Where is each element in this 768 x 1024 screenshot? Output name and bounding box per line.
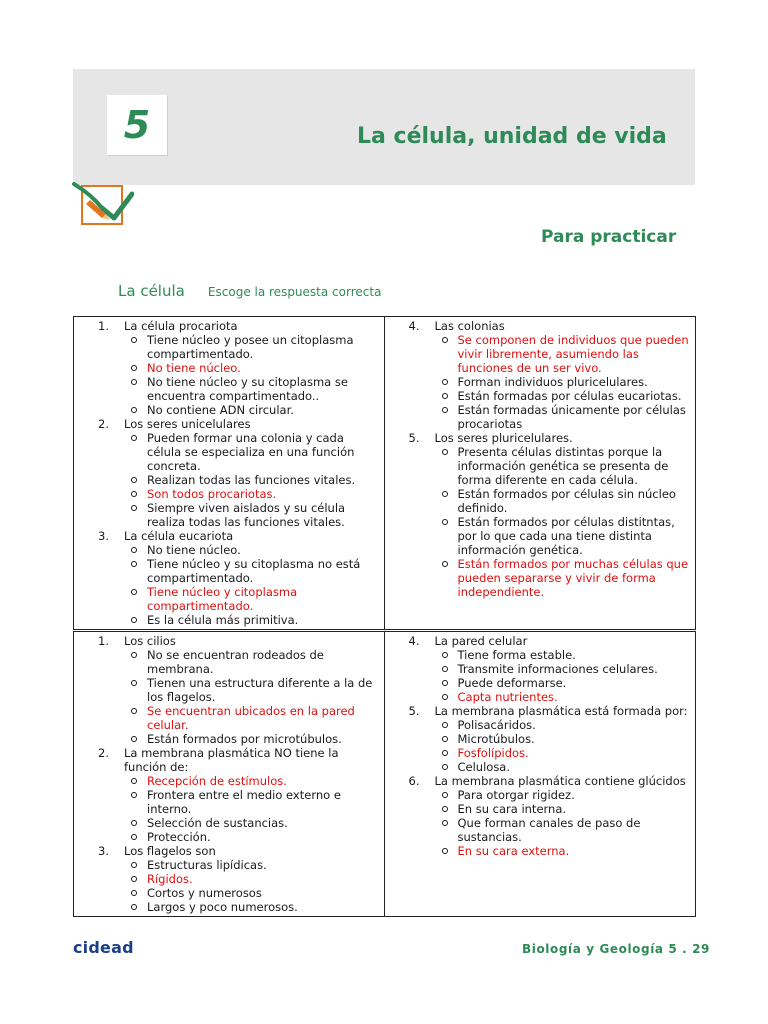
column-left [74, 317, 385, 629]
question-text: Los seres pluricelulares. [434, 431, 573, 445]
answer-option: Tienen una estructura diferente a la de los flagelos. [82, 676, 378, 704]
answer-option: Están formadas por células eucariotas. [393, 389, 690, 403]
question-number: 6. [408, 774, 420, 788]
answer-option: Selección de sustancias. [82, 816, 378, 830]
section-subtitle: Para practicar [541, 227, 677, 247]
answer-option: No tiene núcleo. [82, 543, 378, 557]
question [393, 431, 690, 599]
question-title [393, 319, 690, 333]
answer-option-correct: Son todos procariotas. [82, 487, 378, 501]
answer-option: Están formados por células distitntas, por lo que cada una tiene distinta información genética. [393, 515, 690, 557]
question-text: Los cilios [124, 634, 176, 648]
answer-option: No tiene núcleo y su citoplasma se encuentra compartimentado.. [82, 375, 378, 403]
page-title: La célula, unidad de vida [357, 124, 667, 149]
question-text: La pared celular [434, 634, 528, 648]
question-number: 5. [408, 431, 420, 445]
question-title [82, 319, 378, 333]
heading-text: La célula [118, 282, 185, 300]
question-number: 2. [98, 746, 109, 760]
answer-option: Protección. [82, 830, 378, 844]
answer-option: Están formadas únicamente por células procariotas [393, 403, 690, 431]
column-left [74, 632, 385, 916]
answer-option: No se encuentran rodeados de membrana. [82, 648, 378, 676]
question [82, 634, 378, 746]
answer-option: Microtúbulos. [393, 732, 690, 746]
answer-option: Presenta células distintas porque la información genética se presenta de forma diferente en cada célula. [393, 445, 690, 487]
answer-option: Polisacáridos. [393, 718, 690, 732]
answer-option-correct: En su cara externa. [393, 844, 690, 858]
answer-option-correct: Capta nutrientes. [393, 690, 690, 704]
answer-option: Puede deformarse. [393, 676, 690, 690]
question-table-2 [73, 631, 696, 917]
question [82, 319, 378, 417]
question-table-1 [73, 316, 696, 630]
answer-option: Transmite informaciones celulares. [393, 662, 690, 676]
answer-option: Están formados por células sin núcleo definido. [393, 487, 690, 515]
answer-option: Tiene núcleo y posee un citoplasma compartimentado. [82, 333, 378, 361]
answer-option-correct: Fosfolípidos. [393, 746, 690, 760]
answer-option: Para otorgar rigidez. [393, 788, 690, 802]
question-number: 5. [408, 704, 420, 718]
column-right [385, 317, 696, 629]
answer-option-correct: Se componen de individuos que pueden vivir libremente, asumiendo las funciones de un ser vivo. [393, 333, 690, 375]
answer-option: No contiene ADN circular. [82, 403, 378, 417]
question-number: 4. [408, 319, 420, 333]
question-number: 2. [98, 417, 109, 431]
answer-option: Cortos y numerosos [82, 886, 378, 900]
question-number: 1. [98, 634, 109, 648]
question-title [82, 529, 378, 543]
answer-option-correct: Tiene núcleo y citoplasma compartimentado. [82, 585, 378, 613]
answer-option: Que forman canales de paso de sustancias. [393, 816, 690, 844]
question-text: Los flagelos son [124, 844, 216, 858]
question [82, 417, 378, 529]
question-title [82, 634, 378, 648]
question-number: 4. [408, 634, 420, 648]
unit-number: 5 [107, 95, 167, 155]
answer-option: Tiene núcleo y su citoplasma no está compartimentado. [82, 557, 378, 585]
question [393, 319, 690, 431]
question-title [82, 746, 378, 774]
answer-option: Frontera entre el medio externo e interno. [82, 788, 378, 816]
question-number: 1. [98, 319, 109, 333]
instruction-text: Escoge la respuesta correcta [207, 285, 382, 299]
answer-option-correct: Están formados por muchas células que pueden separarse y vivir de forma independiente. [393, 557, 690, 599]
question [82, 746, 378, 844]
question [393, 634, 690, 704]
answer-option: Pueden formar una colonia y cada célula se especializa en una función concreta. [82, 431, 378, 473]
question-title [393, 774, 690, 788]
question-number: 3. [98, 844, 109, 858]
question [82, 529, 378, 627]
question [393, 774, 690, 858]
answer-option-correct: Se encuentran ubicados en la pared celular. [82, 704, 378, 732]
answer-option: Estructuras lipídicas. [82, 858, 378, 872]
footer-brand: cidead [73, 938, 134, 957]
answer-option-correct: Rígidos. [82, 872, 378, 886]
answer-option: Celulosa. [393, 760, 690, 774]
question-title [82, 844, 378, 858]
answer-option: Realizan todas las funciones vitales. [82, 473, 378, 487]
answer-option-correct: Recepción de estímulos. [82, 774, 378, 788]
footer-page-number: Biología y Geología 5 . 29 [522, 942, 710, 956]
answer-option: Están formados por microtúbulos. [82, 732, 378, 746]
question-text: La célula eucariota [124, 529, 234, 543]
question [82, 844, 378, 914]
question-title [393, 634, 690, 648]
question-text: La membrana plasmática contiene glúcidos [434, 774, 686, 788]
answer-option: Es la célula más primitiva. [82, 613, 378, 627]
pencil-check-icon [72, 180, 134, 228]
question-text: Las colonias [434, 319, 505, 333]
answer-option: Forman individuos pluricelulares. [393, 375, 690, 389]
column-right [385, 632, 696, 916]
question [393, 704, 690, 774]
question-number: 3. [98, 529, 109, 543]
question-title [393, 704, 690, 718]
question-title [393, 431, 690, 445]
question-text: La membrana plasmática está formada por: [434, 704, 688, 718]
answer-option: Largos y poco numerosos. [82, 900, 378, 914]
question-text: La membrana plasmática NO tiene la función de: [124, 746, 339, 774]
answer-option-correct: No tiene núcleo. [82, 361, 378, 375]
answer-option: En su cara interna. [393, 802, 690, 816]
question-text: La célula procariota [124, 319, 238, 333]
question-text: Los seres unicelulares [124, 417, 251, 431]
answer-option: Tiene forma estable. [393, 648, 690, 662]
section-heading [118, 281, 381, 300]
question-title [82, 417, 378, 431]
answer-option: Siempre viven aislados y su célula realiza todas las funciones vitales. [82, 501, 378, 529]
